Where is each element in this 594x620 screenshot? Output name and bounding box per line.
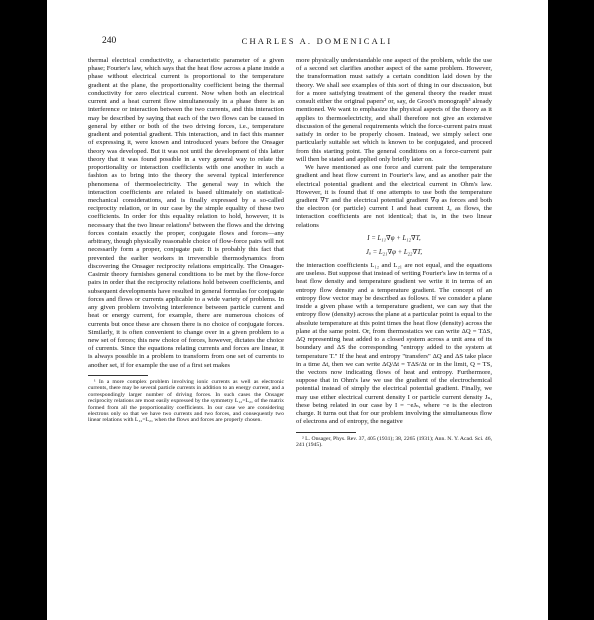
- right-column: [296, 57, 492, 448]
- right-paragraph-2: We have mentioned as one force and current pair the temperature gradient and heat flow current in Fourier's law, and as another pair the electrical potential gradient and the electrical current in Ohm's law. However, it is found that if one attempts to use both the temperature gradient ∇T and the electrical potential gradient ∇φ as forces and both the electron (or particle) current I and heat current Jᵤ as flows, the interaction coefficients are not identical; that is, in the two linear relations: [296, 164, 492, 229]
- running-title: CHARLES A. DOMENICALI: [241, 36, 393, 46]
- right-footnote: ² L. Onsager, Phys. Rev. 37, 405 (1931); 38, 2265 (1931); Ann. N. Y. Acad. Sci. 46, 241 (1945).: [296, 435, 492, 449]
- page-number: 240: [102, 36, 117, 46]
- left-footnote: ¹ In a more complex problem involving ionic currents as well as electronic currents, there may be several particle currents in addition to an energy current, and a correspondingly larger number of driving forces. In such cases the Onsager reciprocity relations are most easily expressed by the symmetry L₁₂=L₂₁ of the matrix formed from all the proportionality coefficients. In our case we are considering electrons only so that we have two currents and two forces, and consequently two linear relations with L₁₂=L₂₁ when the flows and forces are properly chosen.: [88, 378, 284, 424]
- equation-1: I = L₁₁∇φ + L₁₂∇T,: [367, 234, 421, 242]
- footnote-rule-right: [296, 432, 356, 433]
- left-column: [88, 57, 284, 424]
- journal-page: [47, 0, 548, 620]
- page-header: [102, 36, 532, 50]
- equation-2: Jᵤ = L₂₁∇φ + L₂₂∇T,: [365, 248, 423, 256]
- right-paragraph-1: more physically understandable one aspect of the problem, while the use of a second set clarifies another aspect of the same problem. However, the transformation must satisfy a certain condition laid down by the theory. We shall see examples of this sort of thing in our discussion, but for a more satisfying treatment of the general theory the reader must consult either the original papers² or, say, de Groot's monograph³ already mentioned. We want to emphasize the physical aspects of the theory as it applies to thermoelectricity, and shall therefore not give an extensive discussion of the general requirements which the force-current pairs must satisfy in order to be properly chosen. Instead, we simply select one particularly suitable set which is known to be conjugated, and proceed from this starting point. The general conditions on a force-current pair will then be stated and applied only briefly later on.: [296, 57, 492, 163]
- footnote-rule: [88, 375, 148, 376]
- left-paragraph-1: thermal electrical conductivity, a characteristic parameter of a given phase; Fourier's law, which says that the heat flow across a plane inside a phase without electrical current is proportional to the temperature gradient at the plane, the proportionality coefficient being the thermal conductivity for zero electrical current. Now when both an electrical current and a heat current flow simultaneously in a phase there is an interference or interaction between the two currents, and this interaction may be described by saying that each of the two flows can be caused in general by either or both of the two driving forces, i.e., temperature gradient and potential gradient. This interaction, and in fact this manner of expressing it, were known and introduced years before the Onsager theory was developed. But it was not until the development of this latter theory that it was found possible in a very general way to relate the proportionality or interaction coefficients with one another in such a fashion as to bring into the theory the several typical interference phenomena of thermoelectricity. The general way in which the interaction coefficients are related is based ultimately on statistical-mechanical considerations, and is finally expressed by a so-called reciprocity relation, or in our case by the simple equality of these two coefficients. In order for this equality relation to hold, however, it is necessary that the two linear relations¹ between the flows and the driving forces contain exactly the proper, conjugate flows and forces—any arbitrary, though physically reasonable choice of flow-force pairs will not necessarily form a proper, conjugate pair. It is probably this fact that prevented the earlier workers in irreversible thermodynamics from discovering the Onsager reciprocity relations empirically. The Onsager-Casimir theory furnishes general conditions to be met by the flow-force pairs in order that the reciprocity relations hold between coefficients, and subsequent developments have resulted in general formulas for conjugate forces and flows or currents applicable to a wide variety of problems. In any given problem involving interference between particle current and heat or energy current, for example, there are numerous choices of currents but once these are chosen there is no choice of conjugate forces. Similarly, it is often convenient to change over in a given problem to a new set of forces; this new choice of forces, however, dictates the choice of currents. Since the equations relating currents and forces are linear, it is always possible in a problem to transform from one set of currents to another set, if for example the use of a first set makes: [88, 57, 284, 369]
- right-paragraph-3: the interaction coefficients L₁₂ and L₂₁ are not equal, and the equations are useless. But suppose that instead of writing Fourier's law in terms of a heat flow density and temperature gradient we write it in terms of an entropy flow density and a temperature gradient. The concept of an entropy flow vector may be described as follows. If we consider a plane inside a given phase with a temperature gradient, we can say that the entropy flow (density) across the plane at a particular point is equal to the absolute temperature at this point times the heat flow (density) across the plane at the same point. Or, from thermostatics we can write ΔQ = TΔS, ΔQ representing heat added to a closed system across a unit area of its boundary and ΔS the corresponding "entropy added to the system at temperature T." If the heat and entropy "transfers" ΔQ and ΔS take place in a time Δt, then we can write ΔQ/Δt = TΔS/Δt or in the limit, Q = TS, the vectors now indicating flows of heat and entropy. Furthermore, suppose that in Ohm's law we use the gradient of the electrochemical potential instead of simply the electrical potential gradient. Finally, we may use either electrical current density I or particle current density Jₙ, these being related in our case by I = −eJₙ, where −e is the electron charge. It turns out that for our problem involving the simultaneous flow of electrons and of entropy, the negative: [296, 261, 492, 426]
